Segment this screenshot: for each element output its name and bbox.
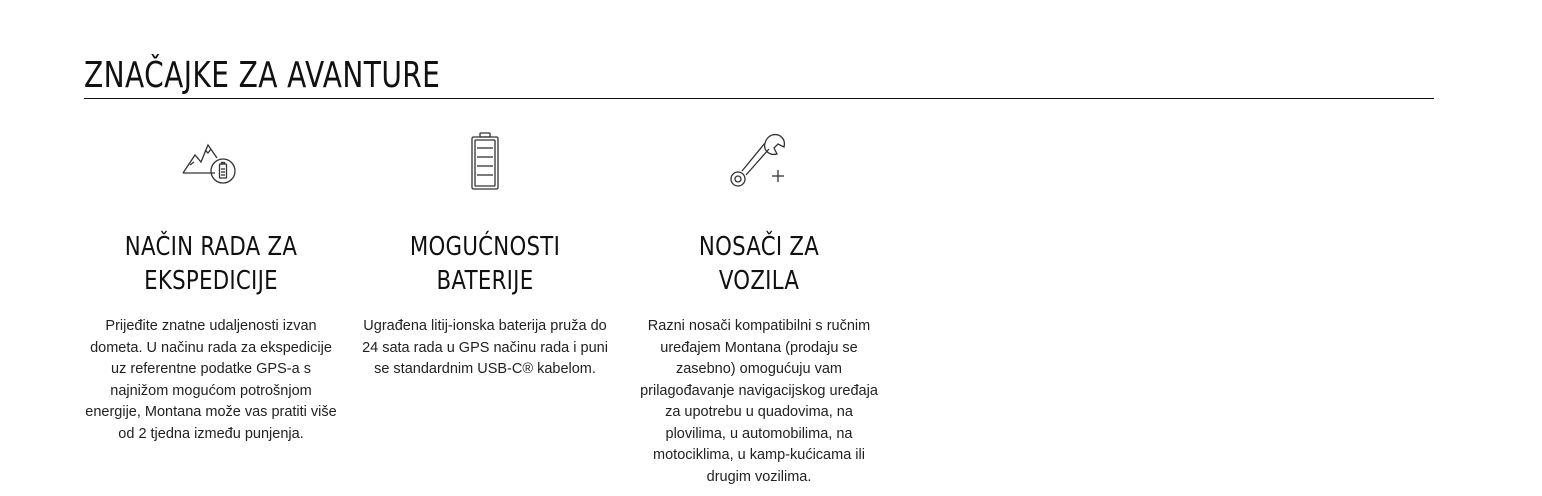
feature-vehicle-mounts <box>633 128 885 488</box>
feature-battery <box>359 128 611 381</box>
title-divider <box>84 98 1434 99</box>
feature-heading: NAČIN RADA ZA EKSPEDICIJE <box>124 232 298 296</box>
mountain-battery-icon <box>85 128 337 194</box>
feature-description: Prijeđite znatne udaljenosti izvan dometa. U načinu rada za ekspedicije uz referentne podatke GPS-a s najnižom mogućom potrošnjom energije, Montana može vas pratiti više od 2 tjedna između punjenja. <box>85 318 337 442</box>
feature-expedition-mode <box>85 128 337 445</box>
feature-heading: MOGUĆNOSTI BATERIJE <box>409 232 561 296</box>
battery-icon <box>359 128 611 194</box>
feature-description: Ugrađena litij-ionska baterija pruža do 24 sata rada u GPS načinu rada i puni se standardnim USB-C® kabelom. <box>362 318 608 377</box>
feature-description: Razni nosači kompatibilni s ručnim uređajem Montana (prodaju se zasebno) omogućuju vam prilagođavanje navigacijskog uređaja za upotrebu u quadovima, na plovilima, u automobilima, na motociklima, u kamp-kućicama ili drugim vozilima. <box>640 318 878 485</box>
section-title: ZNAČAJKE ZA AVANTURE <box>84 55 441 96</box>
wrench-plus-icon <box>633 128 885 194</box>
feature-heading: NOSAČI ZA VOZILA <box>698 232 820 296</box>
